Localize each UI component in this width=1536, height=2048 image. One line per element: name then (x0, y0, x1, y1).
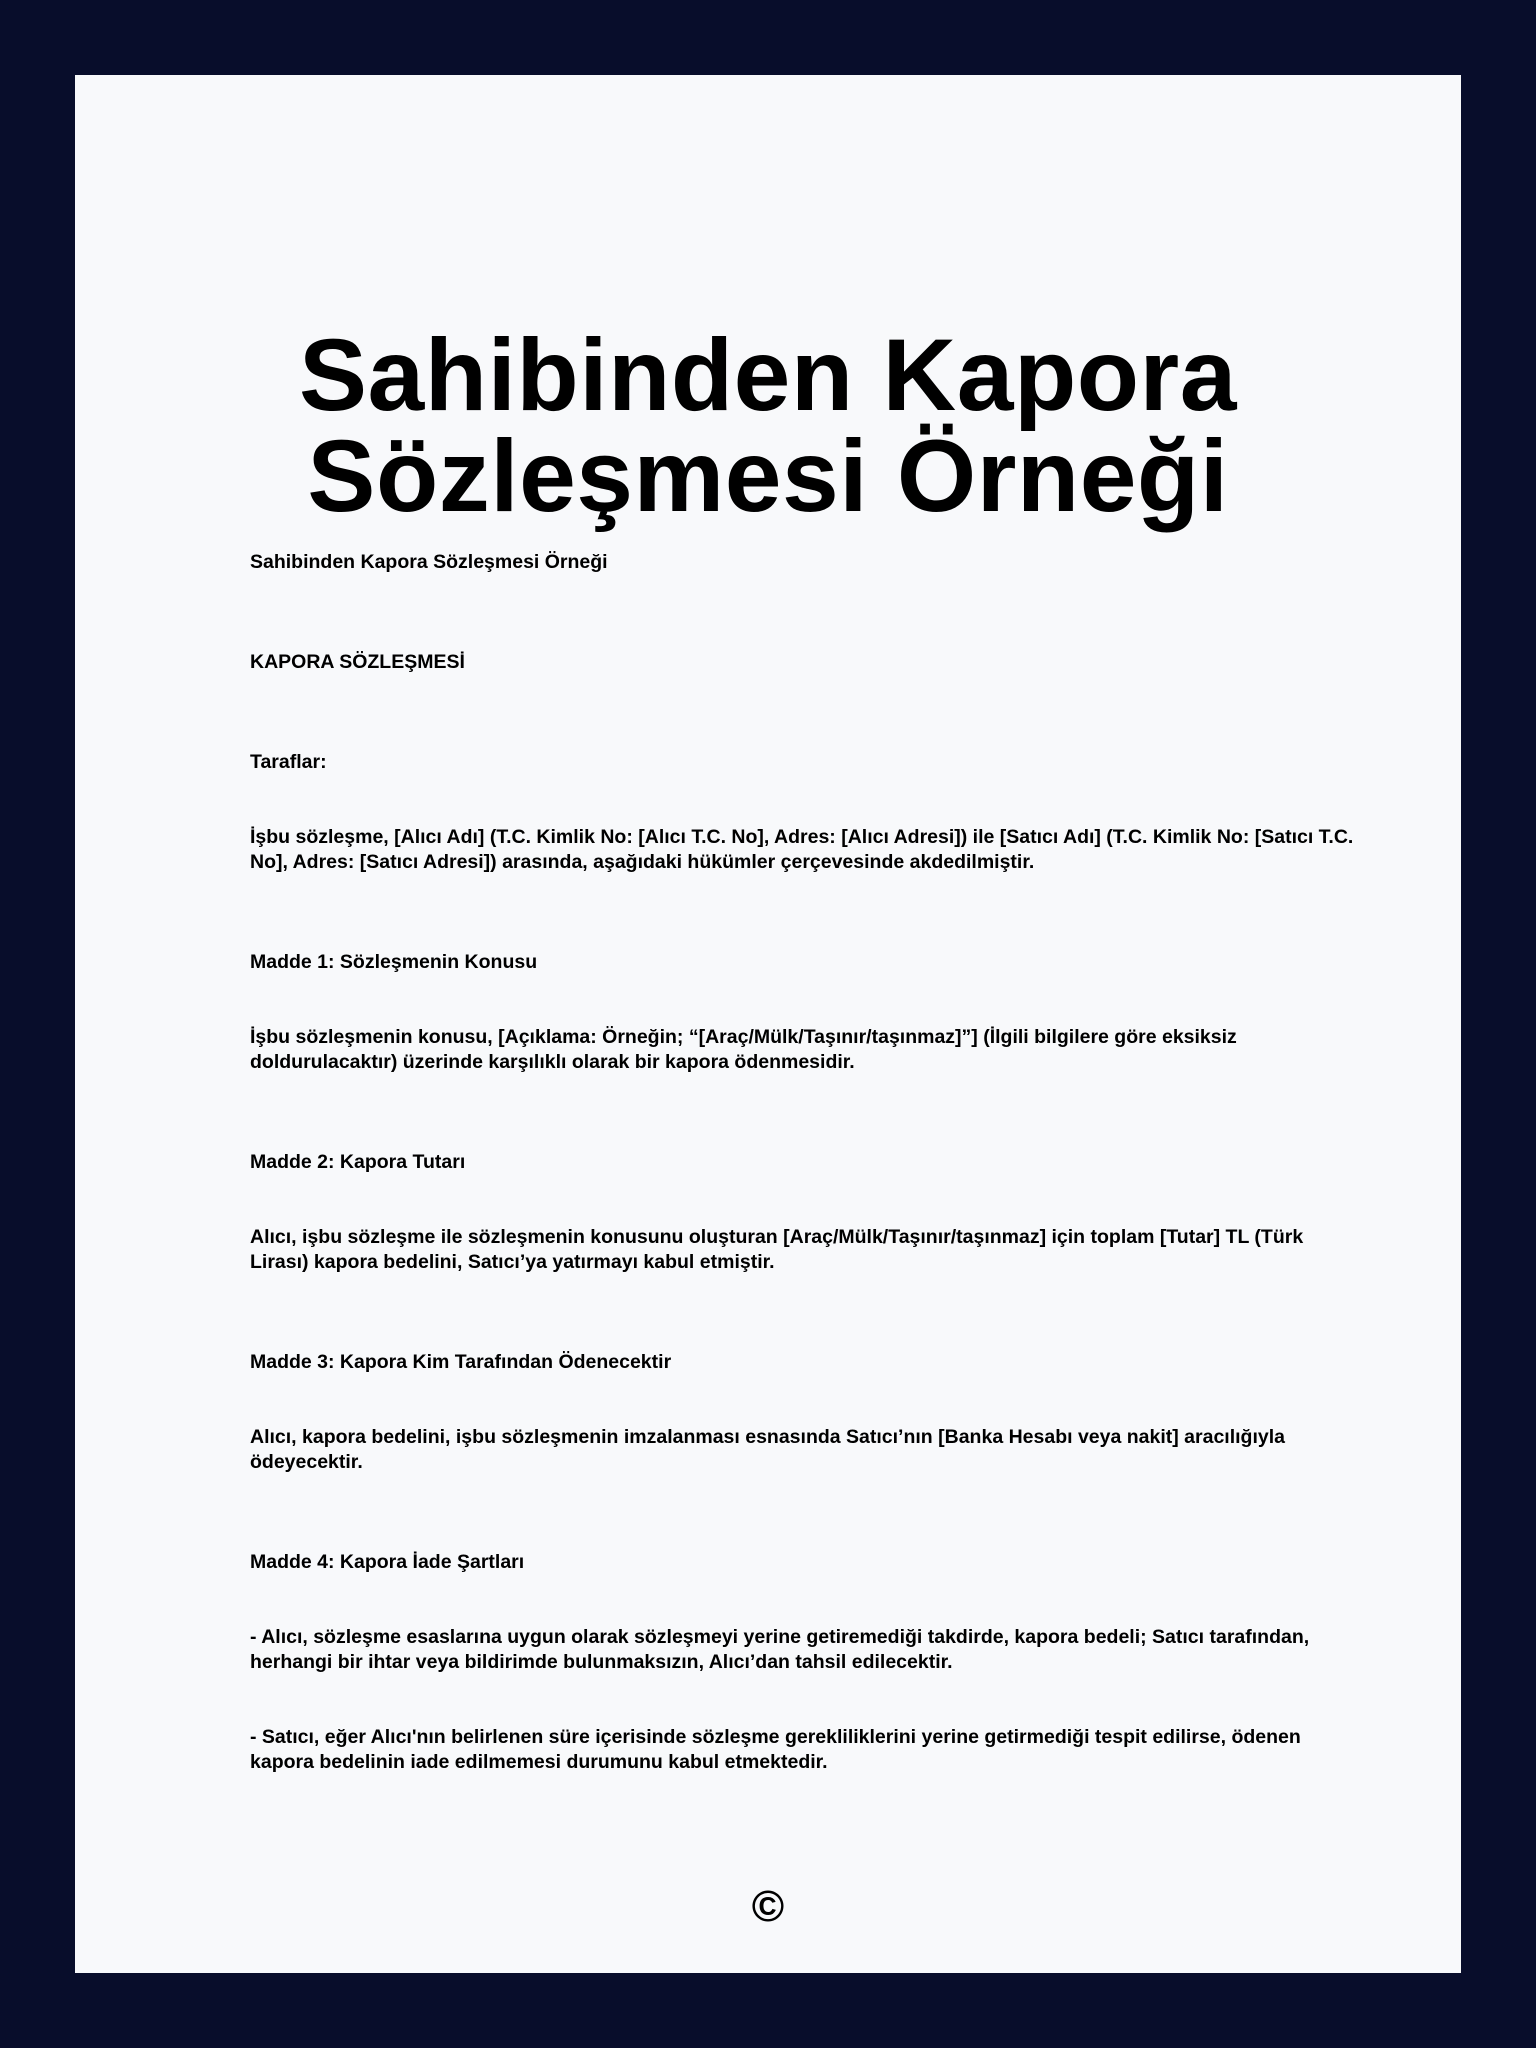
paragraph-madde-1: İşbu sözleşmenin konusu, [Açıklama: Örneğin; “[Araç/Mülk/Taşınır/taşınmaz]”] (İlgili bilgilere göre eksiksiz doldurulacaktır) üzerinde karşılıklı olarak bir kapora ödenmesidir. (250, 1026, 1237, 1073)
page-title-line-1: Sahibinden Kapora (299, 318, 1237, 432)
paragraph-madde-2: Alıcı, işbu sözleşme ile sözleşmenin konusunu oluşturan [Araç/Mülk/Taşınır/taşınmaz] için toplam [Tutar] TL (Türk Lirası) kapora bedelini, Satıcı’ya yatırmayı kabul etmiştir. (250, 1226, 1304, 1273)
section-heading-madde-4: Madde 4: Kapora İade Şartları (250, 1551, 525, 1573)
section-heading-madde-2: Madde 2: Kapora Tutarı (250, 1151, 466, 1173)
paragraph-taraflar: İşbu sözleşme, [Alıcı Adı] (T.C. Kimlik No: [Alıcı T.C. No], Adres: [Alıcı Adresi]) ile [Satıcı Adı] (T.C. Kimlik No: [Satıcı T.C. No], Adres: [Satıcı Adresi]) arasında, aşağıdaki hükümler çerçevesinde akdedilmiştir. (250, 826, 1354, 873)
section-heading-madde-1: Madde 1: Sözleşmenin Konusu (250, 951, 538, 973)
section-heading-madde-3: Madde 3: Kapora Kim Tarafından Ödenecektir (250, 1351, 672, 1373)
document-subtitle: Sahibinden Kapora Sözleşmesi Örneği (250, 551, 608, 573)
page-title-line-2: Sözleşmesi Örneği (307, 419, 1229, 533)
document-page (75, 75, 1461, 1973)
page-title (75, 318, 1461, 533)
paragraph-madde-4-item-2: - Satıcı, eğer Alıcı'nın belirlenen süre içerisinde sözleşme gerekliliklerini yerine getirmediği tespit edilirse, ödenen kapora bedelinin iade edilmemesi durumunu kabul etmektedir. (250, 1726, 1301, 1773)
section-heading-kapora-sozlesmesi: KAPORA SÖZLEŞMESİ (250, 651, 465, 673)
copyright-icon: © (751, 1882, 785, 1931)
paragraph-madde-3: Alıcı, kapora bedelini, işbu sözleşmenin imzalanması esnasında Satıcı’nın [Banka Hesabı veya nakit] aracılığıyla ödeyecektir. (250, 1426, 1285, 1473)
paragraph-madde-4-item-1: - Alıcı, sözleşme esaslarına uygun olarak sözleşmeyi yerine getiremediği takdirde, kapora bedeli; Satıcı tarafından, herhangi bir ihtar veya bildirimde bulunmaksızın, Alıcı’dan tahsil edilecektir. (250, 1626, 1310, 1673)
section-heading-taraflar: Taraflar: (250, 751, 327, 773)
